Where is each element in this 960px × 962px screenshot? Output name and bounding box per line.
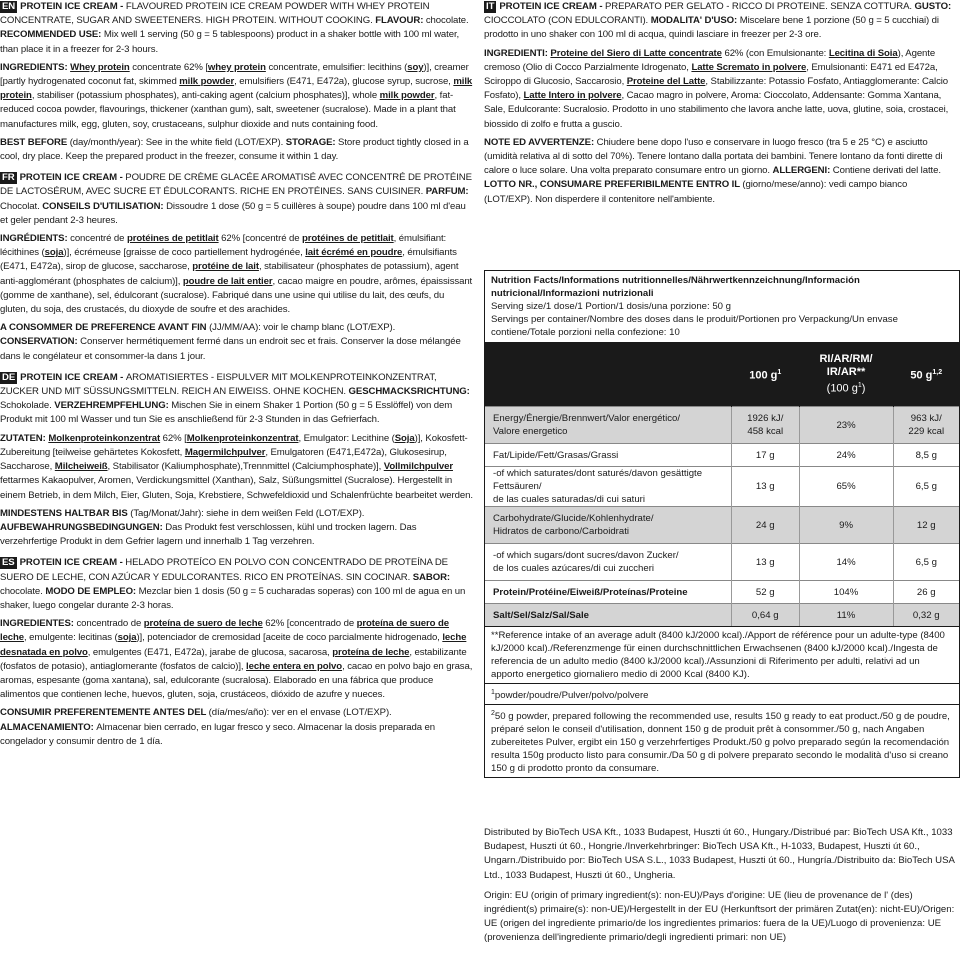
value-100g: 24 g (731, 507, 799, 544)
ingredient-text: , émulsifiants (E471, E472a), sirop de glucose, saccharose, (0, 247, 457, 273)
allergen-highlight: Whey protein (70, 61, 130, 73)
allergen-highlight: Latte Scremato in polvere (691, 61, 807, 73)
intro-paragraph (484, 0, 958, 43)
intro-paragraph (0, 0, 474, 57)
lot-text: (giorno/mese/anno): vedi campo bianco (LOT/EXP). Non disperdere il contenitore nell'ambiente. (484, 179, 908, 205)
value-100g: 13 g (731, 544, 799, 581)
ingredients-label: INGREDIENTS: (0, 61, 71, 73)
intro-paragraph (0, 371, 474, 428)
distributor-text: Distributed by BioTech USA Kft., 1033 Budapest, Huszti út 60., Hungary./Distribué par: BioTech USA Kft., 1033 Budapest, Huszti út 60., Hongrie./Inverkehrbringer: BioTech USA Kft., H-1033, Budapest, Huszti út 60., Ungarn./Distribuido por: BioTech USA S.L., 1033 Budapest, Huszti út 60., Hungría./Distribuito da: BioTech USA Ltd., 1033 Budapest, Huszti út 60., Ungheria. (484, 827, 955, 881)
storage-label: CONSERVATION: (0, 336, 81, 348)
allergen-highlight: milk powder (179, 76, 235, 88)
value-50g: 12 g (893, 507, 959, 544)
product-description: HELADO PROTEÍCO EN POLVO CON CONCENTRADO DE PROTEÍNA DE SUERO DE LECHE, CON AZÚCAR Y EDULCORANTES. RICO EN PROTEÍNAS. SIN COCINAR. (0, 557, 448, 583)
distribution-block (484, 826, 958, 952)
ingredient-text: , Emulgator: Lecithine ( (298, 432, 395, 444)
ingredient-text: , Emulsionanti: E471 ed E472a, Sciroppo di Glucosio, Saccarosio, (484, 61, 938, 88)
ingredient-text: )], creamer [partly hydrogenated coconut fat, skimmed (0, 61, 469, 88)
ingredient-text: , Cacao magro in polvere, Aroma: Cioccolato, Addensante: Gomma Xantana, Sale, Edulcorante: Sucralosio. Prodotto in uno stabilimento che lavora anche latte, uova, glutine, soia, crostacei, biossido di zolfo e frutta a guscio. (484, 90, 949, 130)
allergen-highlight: Molkenproteinkonzentrat (186, 432, 299, 444)
left-column (0, 0, 474, 756)
nutrient-name: -of which sugars/dont sucres/davon Zucker/ de los cuales azúcares/di cui zuccheri (485, 544, 731, 581)
allergen-highlight: milk protein (0, 76, 473, 102)
nutrient-name: Protein/Protéine/Eiweiß/Proteínas/Proteine (485, 581, 731, 604)
flavour-label: FLAVOUR: (375, 15, 426, 27)
best-before-text: (día/mes/año): ver en el envase (LOT/EXP). (208, 707, 392, 719)
ingredient-text: 62% [ (160, 432, 187, 444)
nutrition-header (485, 271, 959, 342)
value-ri: 104% (799, 581, 893, 604)
allergen-highlight: soy (407, 61, 424, 73)
allergen-highlight: proteína de suero de leche (143, 618, 263, 630)
storage-text: Conserver hermétiquement fermé dans un endroit sec et frais. Conserver la dose mélangée dans le congélateur et consommer-la dans 1 jour. (0, 336, 461, 362)
notes-text: Chiudere bene dopo l'uso e conservare in luogo fresco (tra 5 e 25 °C) e asciutto (umidità relativa al di sotto del 70%). Tenere lontano dalla portata dei bambini. Tenere lontano da fonti dirette di calore o luce solare. Una volta preparato consumare entro un giorno. (484, 136, 943, 177)
allergen-highlight: Molkenproteinkonzentrat (48, 432, 161, 444)
language-code-badge: DE (2, 371, 16, 383)
notes-label: NOTE ED AVVERTENZE: (484, 136, 597, 148)
allergen-highlight: proteína de leche (332, 646, 410, 658)
allergen-highlight: leche desnatada en polvo (0, 632, 467, 658)
ingredient-text: , émulsifiant: lécithines ( (0, 233, 447, 259)
usage-text: Dissoudre 1 dose (50 g = 5 cuillères à soupe) poudre dans 100 ml d'eau et geler pendant 2-3 heures. (0, 200, 466, 226)
storage-paragraph (484, 136, 958, 207)
col-ri: RI/AR/RM/ IR/AR** (100 $g^1$) (799, 342, 893, 407)
storage-paragraph (0, 507, 474, 550)
ingredients-paragraph (484, 47, 958, 132)
language-code-badge: ES (2, 557, 15, 569)
allergen-highlight: soja (44, 247, 64, 259)
allergen-highlight: poudre de lait entier (182, 275, 273, 287)
ingredient-text: concentrado de (76, 618, 144, 630)
ingredients-label: INGREDIENTI: (484, 47, 551, 59)
section-es (0, 556, 474, 749)
intro-paragraph (0, 171, 474, 228)
storage-text: Das Produkt fest verschlossen, kühl und trocken lagern. Das verzehrfertige Produkt in dem Gefrier lagern und innerhalb 1 Tag verzehren. (0, 521, 417, 548)
intro-paragraph (0, 556, 474, 613)
storage-text: Store product tightly closed in a cool, dry place. Keep the prepared product in the freezer, consume it within 1 day. (0, 136, 469, 163)
ingredient-text: , Stabilizzante: Potassio Fosfato, Antiagglomerante: Calcio Fosfato), (484, 76, 949, 102)
ingredient-text: 62% [concentrado de (262, 618, 357, 630)
usage-label: VERZEHREMPFEHLUNG: (54, 400, 172, 412)
ingredient-text: ), Agente cremoso (Olio di Cocco Parzialmente Idrogenato, (484, 47, 936, 73)
ingredient-text: , emulsifiers (E471, E472a), glucose syrup, sucrose, (234, 76, 454, 88)
ingredient-text: , emulgentes (E471, E472a), jarabe de glucosa, sacarosa, (87, 646, 333, 658)
ingredient-text: 62% (con Emulsionante: (721, 47, 829, 59)
allergen-highlight: Proteine del Latte (626, 76, 706, 88)
value-50g: 8,5 g (893, 444, 959, 467)
allergen-highlight: soja (117, 632, 137, 644)
storage-paragraph (0, 706, 474, 749)
usage-text: Mischen Sie in einem Shaker 1 Portion (50 g = 5 Esslöffel) von dem Produkt mit 100 ml Wasser und tun Sie es anschließend für 2-3 Stunden in das Gefrierfach. (0, 400, 453, 426)
value-ri: 65% (799, 467, 893, 507)
ingredient-text: )], Kokosfett-Zubereitung [teilweise gehärtetes Kokosfett, (0, 432, 468, 458)
ingredients-paragraph (0, 617, 474, 702)
nutrition-row (485, 444, 959, 467)
nutrition-row (485, 467, 959, 507)
best-before-text: (day/month/year): See in the white field (LOT/EXP). (69, 136, 286, 148)
serving-size: Serving size/1 dose/1 Portion/1 dosis/una porzione: 50 g (491, 301, 731, 312)
storage-text: Almacenar bien cerrado, en lugar fresco y seco. Almacenar la dosis preparada en congelador y consumir dentro de 1 día. (0, 721, 436, 747)
ingredient-text: , stabiliser (potassium phosphates), anti-caking agent (calcium phosphates)], whole (31, 90, 380, 102)
nutrition-table (485, 342, 959, 626)
value-100g: 0,64 g (731, 604, 799, 627)
flavour-value: Schokolade. (0, 400, 55, 412)
value-50g: 6,5 g (893, 544, 959, 581)
product-title: PROTEIN ICE CREAM - (20, 371, 126, 383)
col-50g: 50 $g^{1,2}$ (893, 342, 959, 407)
nutrient-name: Fat/Lipide/Fett/Grasas/Grassi (485, 444, 731, 467)
allergen-highlight: proteína de suero de leche (0, 618, 449, 644)
product-title: PROTEIN ICE CREAM - (19, 557, 126, 569)
value-100g: 52 g (731, 581, 799, 604)
nutrition-table-header (485, 342, 959, 407)
allergen-highlight: protéines de petitlait (302, 233, 394, 245)
allergen-highlight: Soja (394, 432, 415, 444)
language-code-badge: EN (2, 1, 16, 12)
storage-label: ALMACENAMIENTO: (0, 721, 97, 733)
ingredient-text: , stabilisateur (phosphates de potassium), agent anti-agglomérant (phosphates de calcium)], (0, 261, 459, 287)
section-fr (0, 171, 474, 364)
allergen-highlight: Proteine del Siero di Latte concentrate (550, 47, 722, 59)
best-before-label: MINDESTENS HALTBAR BIS (0, 507, 131, 519)
ingredient-text: , fat-reduced cocoa powder, flavourings, thickener (xanthan gum), salt, sweetener (sucralose). Made in a plant that manufactures milk, egg, gluten, soy, crustaceans, sulphur dioxide and nuts containing food. (0, 90, 456, 130)
best-before-label: A CONSOMMER DE PREFERENCE AVANT FIN (0, 322, 210, 334)
storage-label: AUFBEWAHRUNGSBEDINGUNGEN: (0, 521, 166, 533)
nutrient-name: Energy/Énergie/Brennwert/Valor energético/ Valore energetico (485, 407, 731, 444)
usage-label: CONSEILS D'UTILISATION: (42, 200, 167, 212)
allergen-highlight: Lecitina di Soia (828, 47, 898, 59)
value-50g: 6,5 g (893, 467, 959, 507)
language-code-badge: IT (486, 1, 495, 12)
ingredients-label: ZUTATEN: (0, 432, 49, 444)
servings-per-container: Servings per container/Nombre des doses dans le produit/Portionen pro Verpackung/Un envase contiene/Totale porzioni nella confezione: 10 (491, 314, 898, 338)
allergens-label: ALLERGENI: (772, 165, 833, 177)
allergen-highlight: milk powder (379, 90, 435, 102)
nutrient-name: Salt/Sel/Salz/Sal/Sale (485, 604, 731, 627)
best-before-text: (JJ/MM/AA): voir le champ blanc (LOT/EXP). (209, 322, 396, 334)
ingredient-text: , Emulgatoren (E471,E472a), Glukosesirup, Saccharose, (0, 446, 447, 473)
section-it (484, 0, 958, 207)
col-100g: 100 $g^1$ (731, 342, 799, 407)
ingredient-text: 62% [concentré de (218, 233, 303, 245)
flavour-label: GUSTO: (914, 1, 952, 12)
ingredient-text: , cacao maigre en poudre, arômes, épaississant (gomme de xanthane), sel, édulcorant (sucralose). Fabriqué dans une usine qui utilise du lait, des œufs, du gluten, du soja, des crustacés, du dioxyde de soufre et des arachides. (0, 275, 473, 316)
ingredients-label: INGREDIENTES: (0, 618, 77, 630)
ingredient-text: , emulgente: lecitinas ( (24, 632, 118, 644)
nutrition-row (485, 581, 959, 604)
nutrition-row (485, 507, 959, 544)
ingredient-text: concentré de (70, 233, 127, 245)
usage-text: Mezclar bien 1 dosis (50 g = 5 cucharadas soperas) con 100 ml de agua en un shaker, luego congelar durante 2-3 horas. (0, 585, 466, 611)
ingredients-paragraph (0, 232, 474, 317)
value-100g: 1926 kJ/ 458 kcal (731, 407, 799, 444)
value-100g: 17 g (731, 444, 799, 467)
nutrition-row (485, 544, 959, 581)
ingredient-text: fettarmes Kakaopulver, Aromen, Verdickungsmittel (Xanthan), Salz, Süßungsmittel (Sucralose). Hergestellt in einem Betrieb, in dem Milch, Eier, Gluten, Soja, Krebstiere, Schwefeldioxid und Schalenfrüchte bearbeitet werden. (0, 475, 473, 501)
allergen-highlight: Milcheiweiß (54, 461, 108, 473)
product-title: PROTEIN ICE CREAM - (20, 1, 126, 12)
storage-label: STORAGE: (285, 136, 339, 148)
product-description: PREPARATO PER GELATO - RICCO DI PROTEINE. SENZA COTTURA. (605, 1, 915, 12)
nutrition-row (485, 407, 959, 444)
nutrition-footnote-ri: **Reference intake of an average adult (8400 kJ/2000 kcal)./Apport de référence pour un adulte-type (8400 kJ/2000 kcal)./Referenzmenge für einen durchschnittlichen Erwachsenen (8400 kJ/2000 kcal)./Ingesta de referencia de un adulto medio (8400 kJ/2000 kcal)./Assunzioni di Riferimento per adulti, relativi ad un apporto energetico giornaliero medio di 2000 Kcal (8400 KJ). (485, 626, 959, 683)
product-description: FLAVOURED PROTEIN ICE CREAM POWDER WITH WHEY PROTEIN CONCENTRATE, SUGAR AND SWEETENERS. HIGH PROTEIN. WITHOUT COOKING. (0, 1, 430, 27)
flavour-value: Chocolat. (0, 200, 43, 212)
usage-label: MODO DE EMPLEO: (45, 585, 139, 597)
flavour-value: chocolate. (425, 15, 469, 27)
allergen-highlight: lait écrémé en poudre (305, 247, 403, 259)
ingredient-text: concentrate, emulsifier: lecithins ( (265, 61, 408, 73)
ingredients-label: INGRÉDIENTS: (0, 233, 71, 245)
ingredient-text: , estabilizante (fosfatos de potasio), antiaglomerante (fosfatos de calcio)], (0, 646, 467, 672)
lot-label: LOTTO NR., CONSUMARE PREFERIBILMENTE ENTRO IL (484, 179, 743, 191)
flavour-value: chocolate. (0, 585, 46, 597)
ingredient-text: , Stabilisator (Kaliumphosphate),Trennmittel (Calciumphosphate)], (107, 461, 384, 473)
flavour-label: PARFUM: (425, 186, 469, 198)
product-description: POUDRE DE CRÈME GLACÉE AROMATISÉ AVEC CONCENTRÉ DE PROTÉINE DE LACTOSÉRUM, AVEC SUCRE ET ÉDULCORANTS. RICHE EN PROTÉINES. SANS CUISINER. (0, 172, 472, 198)
ingredient-text: concentrate 62% [ (129, 61, 208, 73)
allergen-highlight: Magermilchpulver (184, 446, 266, 458)
usage-label: RECOMMENDED USE: (0, 29, 104, 41)
section-de (0, 371, 474, 549)
product-description: AROMATISIERTES - EISPULVER MIT MOLKENPROTEINKONZENTRAT, ZUCKER UND MIT SÜSSUNGSMITTELN. REICH AN EIWEISS. OHNE KOCHEN. (0, 371, 437, 398)
value-50g: 26 g (893, 581, 959, 604)
best-before-label: BEST BEFORE (0, 136, 70, 148)
value-ri: 14% (799, 544, 893, 581)
product-title: PROTEIN ICE CREAM - (19, 172, 126, 184)
best-before-label: CONSUMIR PREFERENTEMENTE ANTES DEL (0, 707, 209, 719)
value-100g: 13 g (731, 467, 799, 507)
ingredient-text: )], potenciador de cremosidad [aceite de coco parcialmente hidrogenado, (136, 632, 443, 644)
value-ri: 23% (799, 407, 893, 444)
flavour-value: CIOCCOLATO (CON EDULCORANTI). (484, 15, 651, 27)
allergen-highlight: protéine de lait (192, 261, 259, 273)
usage-text: Mix well 1 serving (50 g = 5 tablespoons) product in a shaker bottle with 100 ml water, than place it in a freezer for 2-3 hours. (0, 29, 460, 55)
storage-paragraph (0, 321, 474, 364)
origin-text: Origin: EU (origin of primary ingredient(s): non-EU)/Pays d'origine: UE (lieu de provenance de l' (des) ingrédient(s) primaire(s): non-UE)/Hergestellt in der EU (Herkunftsort der primären Zutat(en): nicht-EU)/Origen: UE (origen del ingrediente primario/de los ingredientes primarios: fuera de la UE)/Luogo di provenienza: UE (provenienza dell'ingrediente primario/degli ingredienti primari: non UE) (484, 889, 955, 944)
nutrition-footnote-2: $^2$50 g powder, prepared following the recommended use, results 150 g ready to eat product./50 g de poudre, préparé selon le conseil d'utilisation, donnent 150 g de produit prêt à consommer./50 g, nach Angaben zubereitetes Pulver, ergibt ein 150 g verzehrfertiges Produkt./50 g polvo preparado según la recomendación resulta 150g producto listo para consumir./Da 50 g di polvere preparato secondo le modalità d'uso si creano 150 g di prodotto pronto da consumare. (485, 704, 959, 777)
allergen-highlight: whey protein (207, 61, 266, 73)
value-ri: 11% (799, 604, 893, 627)
ingredients-paragraph (0, 61, 474, 132)
value-50g: 963 kJ/ 229 kcal (893, 407, 959, 444)
allergen-highlight: leche entera en polvo (246, 660, 343, 672)
ingredient-text: )], écrémeuse [graisse de coco partiellement hydrogénée, (63, 247, 306, 259)
value-ri: 9% (799, 507, 893, 544)
product-title: PROTEIN ICE CREAM - (499, 1, 605, 12)
nutrition-row (485, 604, 959, 627)
nutrition-footnote-1: $^1$powder/poudre/Pulver/polvo/polvere (485, 683, 959, 704)
nutrient-name: -of which saturates/dont saturés/davon gesättigte Fettsäuren/ de las cuales saturadas/di cui saturi (485, 467, 731, 507)
nutrition-facts-box (484, 270, 960, 778)
storage-paragraph (0, 136, 474, 164)
allergen-highlight: Vollmilchpulver (383, 461, 453, 473)
nutrient-name: Carbohydrate/Glucide/Kohlenhydrate/ Hidratos de carbono/Carboidrati (485, 507, 731, 544)
ingredients-paragraph (0, 432, 474, 503)
value-ri: 24% (799, 444, 893, 467)
allergen-highlight: Latte Intero in polvere (523, 90, 622, 102)
allergen-highlight: protéines de petitlait (126, 233, 219, 245)
language-code-badge: FR (2, 172, 15, 184)
flavour-label: GESCHMACKSRICHTUNG: (348, 386, 470, 398)
section-en (0, 0, 474, 164)
value-50g: 0,32 g (893, 604, 959, 627)
ingredient-text: , cacao en polvo bajo en grasa, aromas, espesante (goma xantana), sal, edulcorante (sucralosa). Elaborado en una fábrica que produce alimentos que contienen leche, huevos, gluten, soja, crustáceos, dióxido de azufre y nueces. (0, 660, 473, 701)
best-before-text: (Tag/Monat/Jahr): siehe in dem weißen Feld (LOT/EXP). (130, 507, 365, 519)
usage-text: Miscelare bene 1 porzione (50 g = 5 cucchiai) di prodotto in uno shaker con 100 ml di acqua, quindi lasciare in freezer per 2-3 ore. (484, 15, 939, 41)
flavour-label: SABOR: (412, 571, 450, 583)
right-column (484, 0, 958, 214)
usage-label: MODALITA' D'USO: (650, 15, 740, 27)
allergens-text: Contiene derivati del latte. (832, 165, 941, 177)
nutrition-title: Nutrition Facts/Informations nutritionnelles/Nährwertkennzeichnung/Información nutricional/Informazioni nutrizionali (491, 275, 860, 299)
